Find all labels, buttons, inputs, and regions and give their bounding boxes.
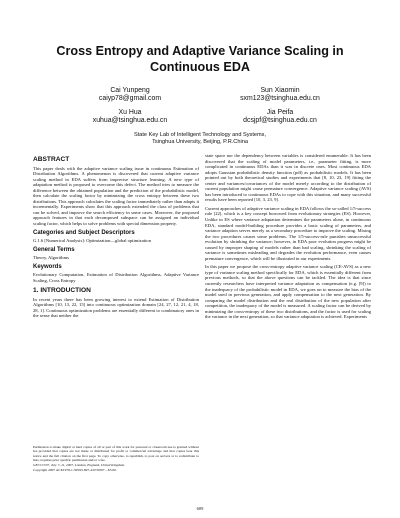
introduction-heading: 1. INTRODUCTION: [33, 287, 91, 295]
footnote-permission: Permission to make digital or hard copies of all or part of this work for personal or classroom use is granted without fee provided that copies are not made or distributed for profit or commercial advantage and that copies bear this notice and the full citation on the first page. To copy otherwise, to republish, to post on servers or to redistribute to lists, requires prior specific permission and/or a fee.: [33, 445, 199, 462]
author-1: [60, 87, 200, 104]
right-column: [205, 153, 371, 323]
categories-text: G.1.6 [Numerical Analysis]: Optimization—global optimization: [33, 238, 151, 244]
author-email: dcsjpf@tsinghua.edu.cn: [243, 117, 317, 125]
body-paragraph-2: Current approaches of adaptive variance scaling in EDA follows the so-called 1/5-success rule [22], which is a key concept borrowed from evolutionary strategies (ES). However, Unlike in ES where variance adaptation determines the parameters alone, in continuous EDA, standard model-building procedure provides a basic scaling of parameters, and variance adaption serves merely as a secondary procedure to improve the scaling. Mixing the two procedures causes some problems. The 1/5-success-rule punishes unsuccessful evolution by shrinking the variance; however, in EDA poor evolution progress might be caused by improper shaping of models rather than bad scaling, shrinking the scaling of variance is sometimes misleading and degrades the evolution performance, even causes premature convergence, which will be illustrated in our experiments.: [205, 205, 371, 261]
page-number: 609: [196, 506, 204, 511]
author-name: Jia Peifa: [266, 109, 294, 116]
footnote-copyright: Copyright 2007 ACM 978-1-59593-697-4/07/0007 ...$5.00.: [33, 468, 117, 473]
body-paragraph-3: In this paper we propose the cross-entropy adaptive variance scaling (CE-AVS) as a new type of variance scaling method specifically for EDA, which is essentially different from previous methods, so that the above questions can be tackled. The idea is that since currently researchers have interpreted variance adaptation as compensation (e.g. [9]) to the inadequacy of the probabilistic model in EDA, we goes on to measure the bias of the model used in previous generation, and apply compensation to the next generation. By comparing the model distribution and the real distribution of the new population after competition, the inadequacy of the model is measured. A scaling factor can be derived by minimizing the cross-entropy of these two distributions, and the factor is used for scaling the variance in the next generation, so that variance adaptation is achieved. Experiments: [205, 264, 371, 320]
permission-footnote: [33, 445, 199, 474]
left-column: [33, 152, 199, 322]
affiliation-line-2: Tsinghua University, Beijing, P.R.China: [152, 139, 248, 145]
author-name: Sun Xiaomin: [260, 87, 300, 94]
author-2: [210, 87, 350, 104]
affiliation-line-1: State Key Lab of Intelligent Technology and Systems,: [133, 132, 267, 138]
general-terms-heading: General Terms: [33, 246, 75, 253]
author-block: [0, 87, 400, 131]
author-3: [60, 109, 200, 126]
author-email: caiyp78@gmail.com: [98, 95, 162, 103]
keywords-text: Evolutionary Computation, Estimation of Distribution Algorithms, Adaptive Variance Scaling, Cross Entropy: [33, 272, 199, 283]
paper-title: Cross Entropy and Adaptive Variance Scaling in Continuous EDA: [56, 44, 344, 74]
abstract-text: This paper deals with the adaptive variance scaling issue in continuous Estimation of Distribution Algorithms. A phenomenon is discovered that current adaptive variance scaling method in EDA suffers from imprecise structure learning. A new type of adaptation method is proposed to overcome this defect. The method tries to measure the difference between the obtained population and the prediction of the probabilistic model, then calculate the scaling factor by minimizing the cross entropy between these two distributions. This approach calculates the scaling factor immediately rather than adapts it incrementally. Experiments show that this approach extended the class of problems that can be solved, and improve the search efficiency in some cases. Moreover, the proposed approach features in that each decomposed subspace can be assigned an individual scaling factor, which helps to solve problems with special dimension property.: [33, 165, 199, 226]
author-name: Xu Hua: [118, 109, 142, 116]
abstract-heading: ABSTRACT: [33, 156, 70, 163]
general-terms-text: Theory, Algorithms: [33, 255, 69, 261]
author-name: Cai Yunpeng: [110, 87, 150, 94]
footnote-conference: GECCO'07, July 7–11, 2007, London, England, United Kingdom.: [33, 463, 125, 468]
author-4: [210, 109, 350, 126]
keywords-heading: Keywords: [33, 263, 62, 270]
affiliation: [0, 132, 400, 146]
categories-heading: Categories and Subject Descriptors: [33, 229, 135, 236]
body-paragraph-1: state space nor the dependency between variables is considered enumerable. It has been discovered that the scaling of model parameters, i.e., parameter fitting, is more complicated in continuous EDAs than it was in discrete ones. Most continuous EDA adopts Gaussian probabilistic density function (pdf) as probabilistic models. It has been pointed out by both theoretical studies and experiments that [8, 10, 23, 19] fitting the center and variances/covariances of the model merely according to the distribution of current population might cause premature convergence. Adaptive variance scaling (AVS) has been introduced to continuous EDAs to cope with this situation, and many successful results have been reported [10, 3, 23, 9].: [205, 153, 371, 203]
introduction-text: In recent years there has been growing interest to extend Estimation of Distribution Algorithms [10, 13, 22, 15] into continuous optimization domain [24, 27, 12, 21, 4, 18, 28, 1]. Continuous optimization problems are essentially different to combinatory ones in the sense that neither the: [33, 296, 199, 319]
author-email: sxm123@tsinghua.edu.cn: [240, 95, 320, 103]
author-email: xuhua@tsinghua.edu.cn: [92, 117, 168, 125]
